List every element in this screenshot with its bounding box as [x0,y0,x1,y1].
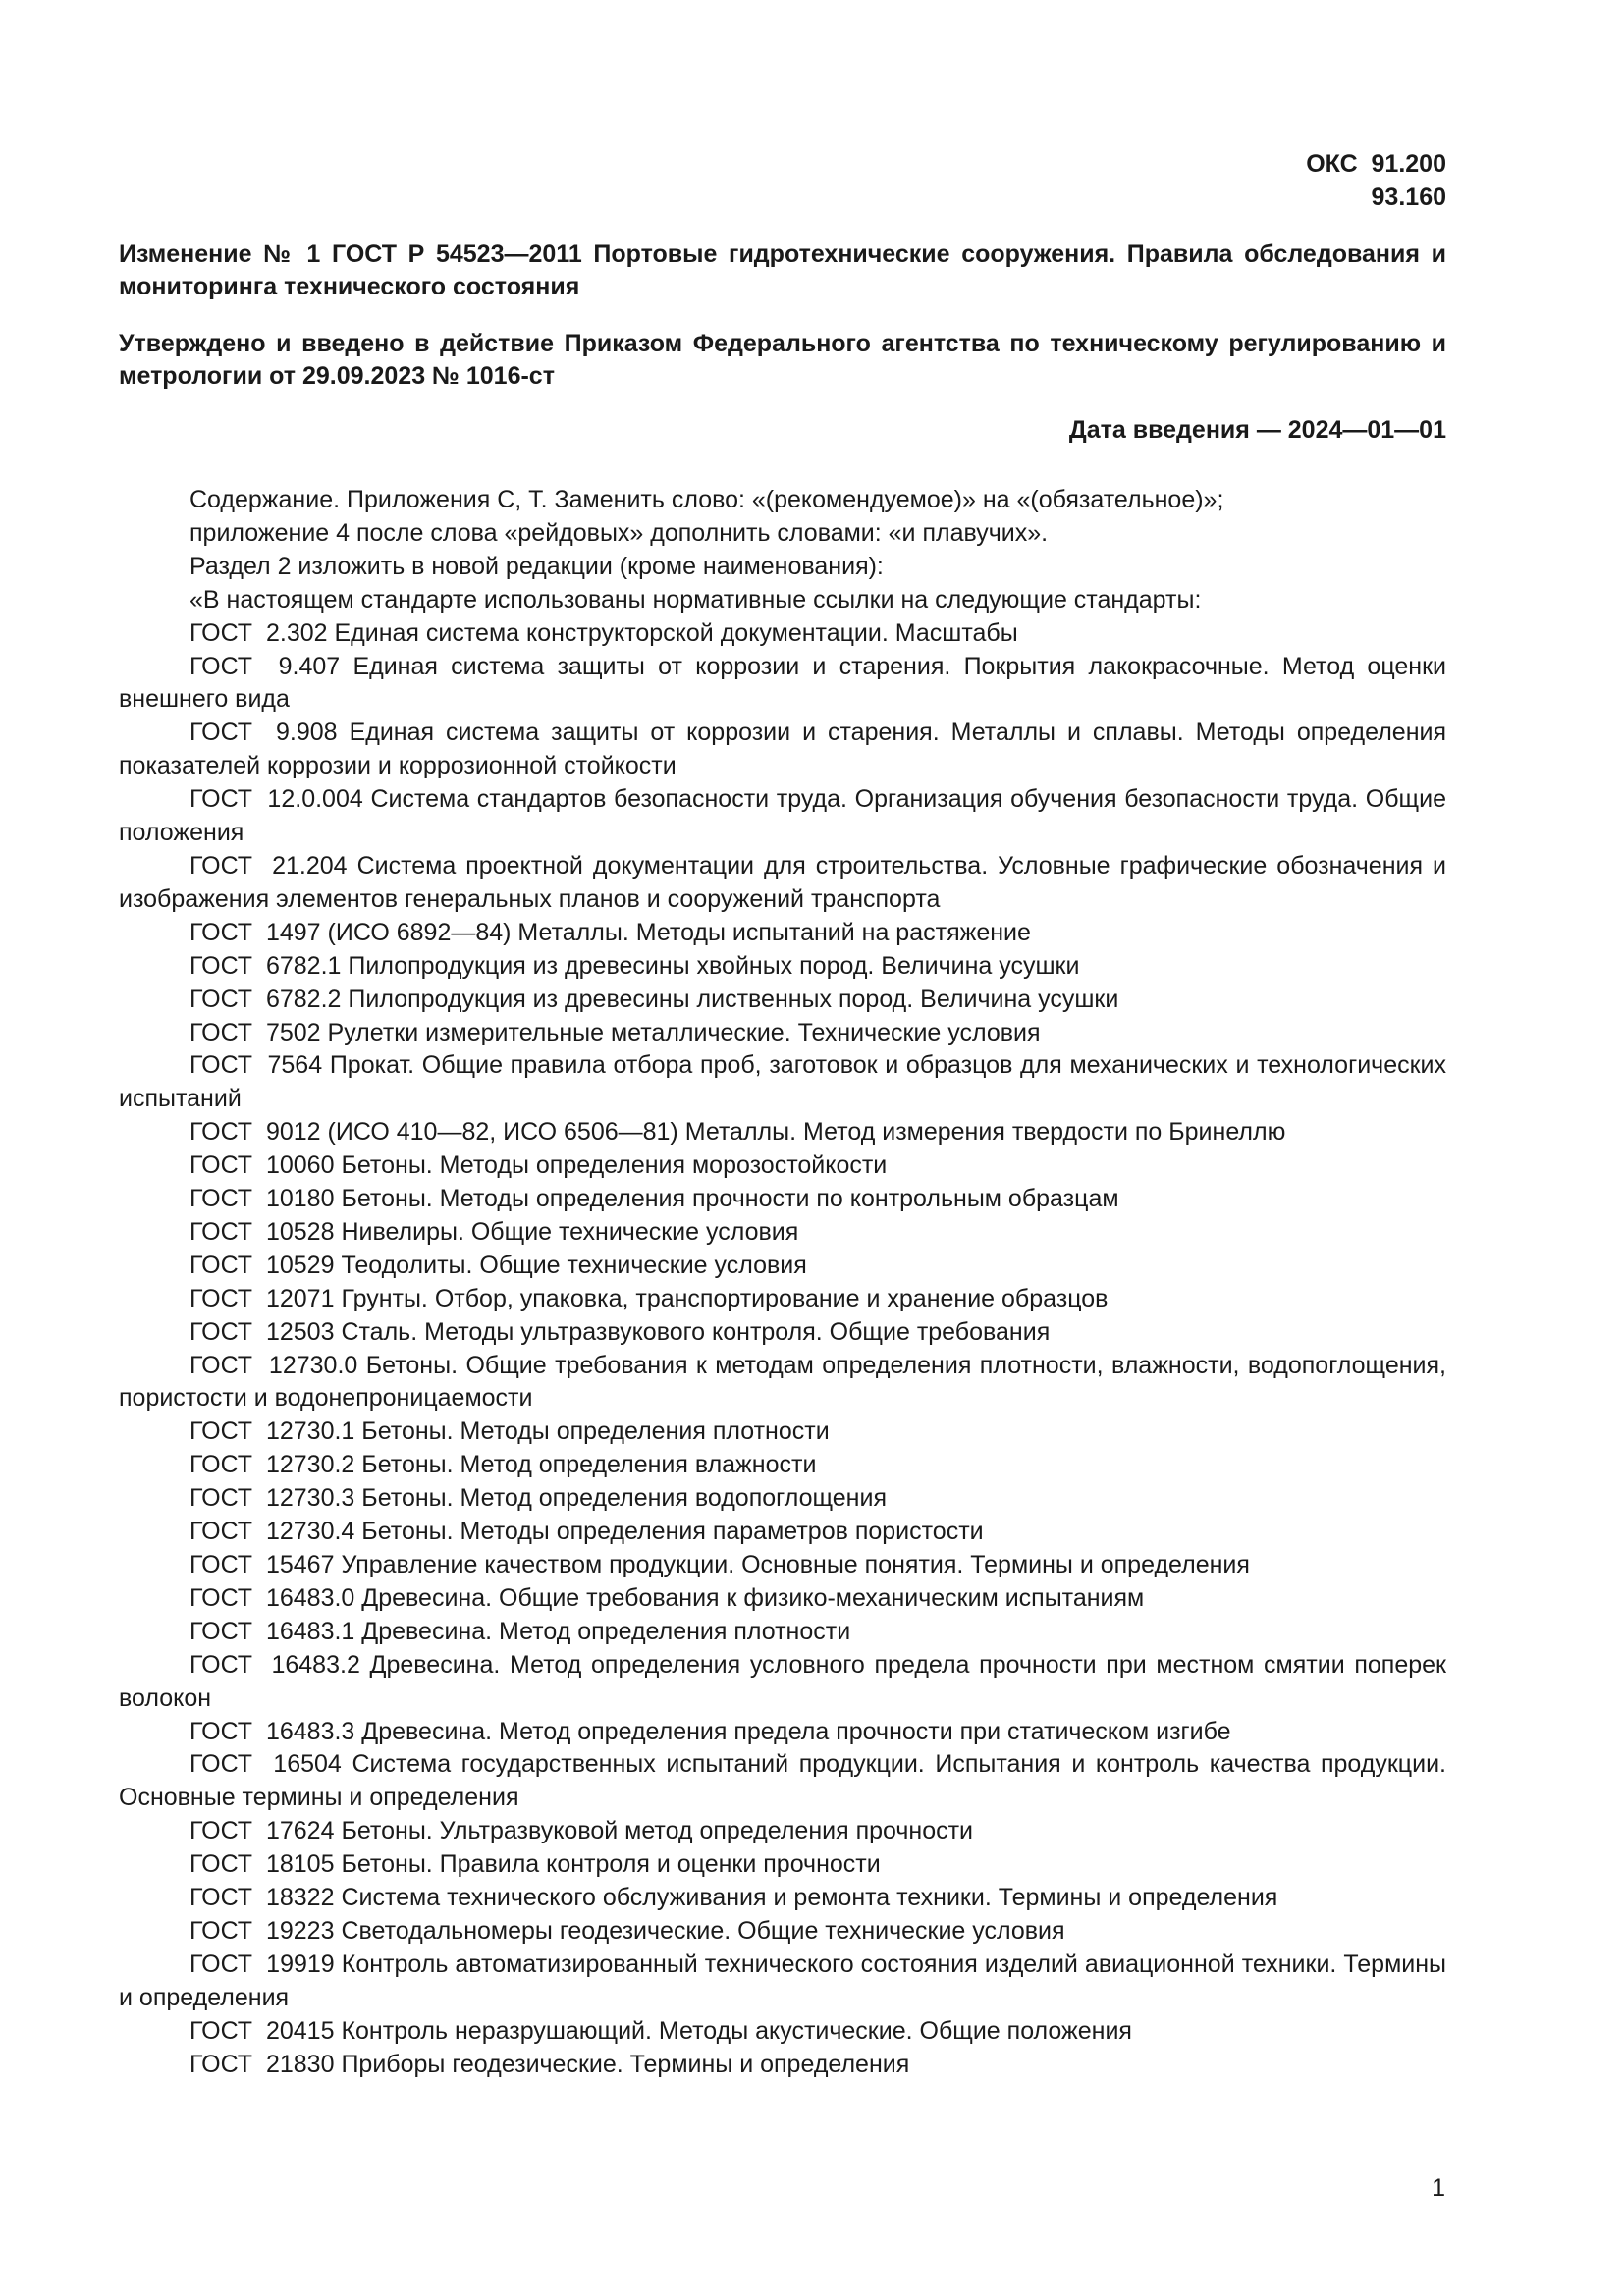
reference-code: ГОСТ 18105 [189,1850,335,1879]
reference-title: (ИСО 410—82, ИСО 6506—81) Металлы. Метод измерения твердости по Бринеллю [327,1118,1286,1147]
reference-code: ГОСТ 16483.3 [189,1717,355,1745]
reference-title: Сталь. Методы ультразвукового контроля. Общие требования [341,1317,1051,1346]
reference-item [119,1716,1446,1749]
reference-title: Прокат. Общие правила отбора проб, заготовок и образцов для механических и технологических испытаний [119,1051,1446,1113]
reference-code: ГОСТ 6782.2 [189,985,342,1013]
reference-code: ГОСТ 10180 [189,1185,335,1213]
reference-item [119,1449,1446,1482]
reference-item [119,1250,1446,1283]
reference-code: ГОСТ 12730.2 [189,1451,355,1479]
reference-title: Нивелиры. Общие технические условия [341,1217,799,1246]
reference-title: Бетоны. Методы определения плотности [361,1417,830,1446]
reference-title: Единая система конструкторской документации. Масштабы [334,618,1018,647]
reference-title: Светодальномеры геодезические. Общие технические условия [341,1916,1065,1945]
reference-title: Бетоны. Метод определения водопоглощения [361,1484,887,1513]
reference-item [119,1116,1446,1149]
reference-title: Система государственных испытаний продукции. Испытания и контроль качества продукции. Основные термины и определения [119,1750,1447,1812]
reference-item [119,1882,1446,1915]
reference-code: ГОСТ 17624 [189,1817,335,1845]
reference-code: ГОСТ 21.204 [189,851,348,880]
reference-title: Рулетки измерительные металлические. Технические условия [327,1018,1041,1046]
reference-item [119,1915,1446,1949]
paragraph: Раздел 2 изложить в новой редакции (кроме наименования): [189,552,884,580]
reference-item [119,1549,1446,1582]
reference-code: ГОСТ 6782.1 [189,951,342,980]
reference-code: ГОСТ 10060 [189,1151,335,1180]
reference-title: Древесина. Метод определения плотности [361,1617,851,1645]
reference-code: ГОСТ 16504 [189,1750,342,1779]
reference-title: Пилопродукция из древесины хвойных пород. Величина усушки [348,951,1080,980]
reference-code: ГОСТ 12071 [189,1284,335,1312]
reference-item [119,1582,1446,1616]
reference-title: Бетоны. Правила контроля и оценки прочности [341,1850,881,1879]
reference-item [119,1049,1446,1116]
page-number: 1 [1432,2174,1445,2202]
change-title: Изменение № 1 ГОСТ Р 54523—2011 Портовые гидротехнические сооружения. Правила обследования и мониторинга технического состояния [119,240,1446,300]
reference-code: ГОСТ 12730.0 [189,1351,358,1379]
reference-title: Система технического обслуживания и ремонта техники. Термины и определения [341,1884,1278,1912]
reference-item [119,617,1446,651]
paragraph: приложение 4 после слова «рейдовых» дополнить словами: «и плавучих». [189,518,1049,547]
reference-title: Бетоны. Методы определения параметров пористости [361,1518,984,1546]
reference-code: ГОСТ 1497 [189,918,321,946]
classification-code [119,147,1446,214]
reference-code: ГОСТ 12503 [189,1317,335,1346]
reference-item [119,917,1446,950]
oks-line-2: 93.160 [1371,184,1446,211]
reference-item [119,783,1446,850]
reference-list [119,617,1446,2082]
reference-item [119,1017,1446,1050]
reference-item [119,2049,1446,2082]
reference-code: ГОСТ 21830 [189,2050,335,2078]
reference-code: ГОСТ 7564 [189,1051,323,1080]
reference-title: Древесина. Метод определения предела прочности при статическом изгибе [361,1717,1231,1745]
reference-item [119,717,1446,783]
reference-title: Бетоны. Методы определения прочности по контрольным образцам [341,1185,1119,1213]
reference-title: Единая система защиты от коррозии и старения. Металлы и сплавы. Методы определения показателей коррозии и коррозионной стойкости [119,719,1447,780]
reference-item [119,1216,1446,1250]
reference-title: Контроль автоматизированный технического состояния изделий авиационной техники. Термины и определения [119,1949,1446,2011]
reference-title: Приборы геодезические. Термины и определения [341,2050,910,2078]
reference-code: ГОСТ 12.0.004 [189,785,363,814]
paragraph: «В настоящем стандарте использованы нормативные ссылки на следующие стандарты: [189,585,1202,614]
reference-item [119,1949,1446,2015]
reference-title: Древесина. Общие требования к физико-механическим испытаниям [361,1583,1145,1612]
reference-title: Бетоны. Методы определения морозостойкости [341,1151,888,1180]
reference-title: Древесина. Метод определения условного предела прочности при местном смятии поперек волокон [119,1650,1446,1712]
reference-code: ГОСТ 16483.1 [189,1617,355,1645]
reference-title: Теодолиты. Общие технические условия [341,1251,807,1279]
reference-title: Единая система защиты от коррозии и старения. Покрытия лакокрасочные. Метод оценки внешнего вида [119,652,1446,714]
reference-title: Бетоны. Общие требования к методам определения плотности, влажности, водопоглощения, пористости и водонепроницаемости [119,1351,1446,1413]
reference-code: ГОСТ 16483.2 [189,1650,360,1679]
reference-item [119,1649,1446,1716]
reference-item [119,1748,1446,1815]
reference-item [119,1848,1446,1882]
reference-code: ГОСТ 12730.4 [189,1518,355,1546]
reference-title: Бетоны. Метод определения влажности [361,1451,817,1479]
reference-item [119,984,1446,1017]
reference-item [119,1350,1446,1416]
reference-title: Бетоны. Ультразвуковой метод определения прочности [341,1817,974,1845]
reference-code: ГОСТ 16483.0 [189,1583,355,1612]
reference-code: ГОСТ 10529 [189,1251,335,1279]
reference-code: ГОСТ 9012 [189,1118,321,1147]
reference-item [119,1516,1446,1549]
reference-item [119,1316,1446,1350]
reference-title: Грунты. Отбор, упаковка, транспортирование и хранение образцов [341,1284,1109,1312]
reference-code: ГОСТ 12730.1 [189,1417,355,1446]
oks-line-1: ОКС 91.200 [1306,150,1446,178]
reference-code: ГОСТ 15467 [189,1551,335,1578]
reference-title: Система стандартов безопасности труда. Организация обучения безопасности труда. Общие положения [119,785,1446,847]
reference-code: ГОСТ 9.407 [189,652,341,680]
reference-item [119,651,1446,718]
reference-item [119,950,1446,984]
reference-item [119,1616,1446,1649]
reference-item [119,1815,1446,1848]
reference-title: Система проектной документации для строительства. Условные графические обозначения и изображения элементов генеральных планов и сооружений транспорта [119,851,1446,913]
document-body [119,484,1446,2082]
reference-title: Управление качеством продукции. Основные понятия. Термины и определения [341,1551,1250,1578]
reference-title: Контроль неразрушающий. Методы акустические. Общие положения [341,2016,1132,2045]
reference-code: ГОСТ 2.302 [189,618,328,647]
reference-code: ГОСТ 19223 [189,1916,335,1945]
paragraph: Содержание. Приложения С, Т. Заменить слово: «(рекомендуемое)» на «(обязательное)»; [189,486,1224,513]
reference-code: ГОСТ 7502 [189,1018,321,1046]
reference-item [119,1149,1446,1183]
reference-item [119,1183,1446,1216]
reference-item [119,2015,1446,2049]
reference-code: ГОСТ 10528 [189,1217,335,1246]
reference-item [119,850,1446,917]
reference-item [119,1482,1446,1516]
approval-statement: Утверждено и введено в действие Приказом Федерального агентства по техническому регулированию и метрологии от 29.09.2023 № 1016-ст [119,330,1446,390]
reference-code: ГОСТ 20415 [189,2016,335,2045]
reference-title: (ИСО 6892—84) Металлы. Методы испытаний на растяжение [327,918,1031,946]
reference-item [119,1283,1446,1316]
reference-code: ГОСТ 9.908 [189,719,338,747]
reference-code: ГОСТ 12730.3 [189,1484,355,1513]
reference-title: Пилопродукция из древесины лиственных пород. Величина усушки [348,985,1119,1013]
document-page [119,147,1446,2082]
reference-code: ГОСТ 18322 [189,1884,335,1912]
intro-date: Дата введения — 2024—01—01 [1068,416,1446,444]
reference-item [119,1415,1446,1449]
reference-code: ГОСТ 19919 [189,1949,335,1978]
